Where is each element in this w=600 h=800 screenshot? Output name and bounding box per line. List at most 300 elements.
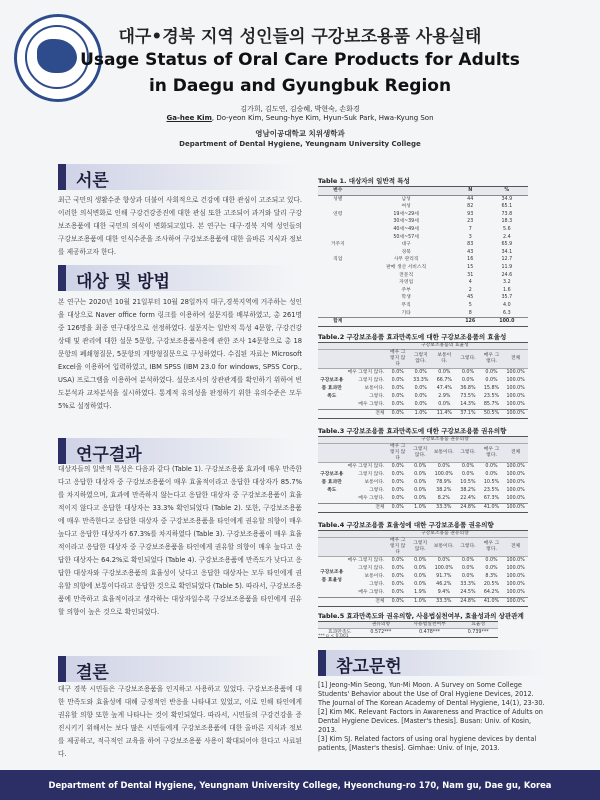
table-cell: 0.0%: [437, 558, 450, 563]
table-cell: 0.0%: [414, 582, 427, 587]
table-cell: 3.2: [503, 280, 511, 286]
table-row: [318, 234, 528, 242]
table-cell: 83: [467, 242, 474, 248]
table-header-cell: [318, 538, 345, 557]
table-cell: 100.0%: [506, 386, 525, 391]
table-cell: 100.0%: [506, 394, 525, 399]
table-cell: 1.9%: [414, 590, 427, 595]
table-header-cell: [503, 343, 528, 350]
table-cell: 34.9: [501, 196, 513, 202]
table-cell: 24.6: [501, 272, 513, 278]
table-cell: 그렇다.: [369, 394, 385, 399]
table-cell: 66.7%: [436, 378, 452, 383]
table-cell: 15: [467, 264, 474, 270]
table-cell: 100.0%: [506, 574, 525, 579]
table-group-header: 구강보조용품 권유의향: [387, 531, 504, 538]
table-cell: 0.0%: [391, 394, 404, 399]
table-cell: 20.5%: [483, 582, 500, 587]
table-row-group-label: 구강보조용품 효율성: [320, 570, 344, 583]
table-cell: 73.5%: [460, 394, 476, 399]
table-cell: 126: [465, 319, 476, 325]
table-header-cell: [318, 531, 345, 538]
table-cell: 0.0%: [414, 558, 427, 563]
table-cell: 연령: [333, 211, 343, 217]
table-header-cell: 효율성: [458, 622, 498, 629]
table-cell: 44: [467, 196, 474, 202]
table-cell: 91.7%: [436, 574, 452, 579]
table-cell: 31: [467, 272, 474, 278]
title-english-line1: Usage Status of Oral Care Products for Adults: [80, 50, 520, 70]
table-cell: [318, 598, 345, 607]
table-row: [318, 471, 528, 479]
table-cell: 0.0%: [461, 378, 475, 383]
table-header-cell: 매우 그렇다.: [480, 444, 504, 463]
table-cell: 100.0%: [506, 496, 525, 501]
table-cell: [357, 318, 454, 327]
table-cell: 1.0%: [414, 411, 427, 416]
table-row: [318, 211, 528, 219]
table-cell: 0.0%: [485, 464, 498, 469]
table-cell: 4: [468, 280, 472, 286]
table-header-cell: 그렇지 않다.: [409, 538, 431, 557]
table-cell: 10.5%: [460, 480, 476, 485]
table-row: [318, 203, 528, 211]
table-cell: 0.0%: [391, 480, 404, 485]
footer-address: Department of Dental Hygiene, Yeungnam University College, Hyeonchung-ro 170, Nam gu, Dae gu, Korea: [0, 770, 600, 800]
table-cell: 0.0%: [461, 464, 475, 469]
section-heading-references: [318, 650, 546, 676]
heading-bar: [318, 650, 326, 676]
table-header-cell: [345, 531, 386, 538]
table-cell: 5.6: [503, 226, 511, 232]
table-row: [318, 318, 528, 327]
table-cell: [318, 249, 357, 257]
section-heading-results: [58, 438, 298, 464]
table-cell: 0.0%: [391, 472, 404, 477]
table-header-cell: 매우 그렇다.: [480, 538, 504, 557]
table2-title: Table.2 구강보조용품 효과만족도에 대한 구강보조용품의 효율성: [318, 333, 507, 341]
table-cell: 8.2%: [437, 496, 450, 501]
table-cell: [318, 272, 357, 280]
table-cell: 10.5%: [483, 480, 500, 485]
table-cell: 0.0%: [461, 574, 475, 579]
table-header-row: [318, 350, 528, 369]
table-header-cell: [503, 531, 528, 538]
table-cell: 50세~57세: [393, 234, 419, 240]
table-header-cell: [345, 350, 386, 369]
table-cell: 2.9%: [438, 394, 451, 399]
table-header-cell: [345, 343, 386, 350]
table-cell: 0.0%: [414, 566, 427, 571]
table-cell: 0.0%: [391, 411, 404, 416]
table-header-cell: 매우 그렇지 않다: [387, 538, 409, 557]
heading-bar: [58, 656, 66, 682]
heading-label: 결론: [76, 663, 109, 683]
table-cell: 38.2%: [460, 488, 476, 493]
table-cell: 33.3%: [413, 378, 429, 383]
table-cell: 판매 생산 서비스직: [386, 264, 427, 270]
reference-item: [2] Kim MK. Relevant Factors in Awareness and Practice of Adults on Dental Hygiene Devices. [Master's thesis]. Busan: Univ. of Kosin, 2013.: [318, 708, 543, 734]
table-cell: 무직: [401, 302, 411, 308]
table-cell: 0.0%: [391, 464, 404, 469]
conclusion-text: 대구 경북 시민들은 구강보조용품을 인지하고 사용하고 있었다. 구강보조용품에 대한 만족도와 효율성에 대해 긍정적인 반응을 나타내고 있었고, 이로 인해 타인에게 권유할 의향 또한 높게 나타나는 것이 확인되었다. 따라서, 시민들의 구강건강을 증진시키기 위해서는 보다 많은 시민들에게 구강보조용품에 대한 올바른 지식과 정보를 제공하고, 적극적인 교육을 하여 구강보조용품 사용이 확대되어야 한다고 사료된다.: [58, 685, 302, 758]
table-cell: 7: [468, 226, 472, 232]
table-header-cell: 매우 그렇지 않다: [387, 444, 409, 463]
table-cell: 전체: [375, 411, 385, 416]
table-header-cell: 권유의향: [361, 622, 401, 629]
table-row-group-label: 구강보조용품 효과만족도: [320, 472, 344, 493]
table-cell: 37.1%: [460, 411, 476, 416]
table-cell: 효과만족도: [327, 630, 352, 635]
table-cell: 82: [467, 204, 474, 210]
table-cell: 0.0%: [391, 566, 404, 571]
table-cell: 0.0%: [391, 558, 404, 563]
table-group-header-row: [318, 531, 528, 538]
table-row: [318, 310, 528, 318]
table-cell: 0.0%: [485, 378, 498, 383]
table-cell: 그렇지 않다.: [358, 566, 385, 571]
table-cell: 0.0%: [461, 558, 475, 563]
table-cell: 0.0%: [485, 370, 498, 375]
table-cell: 100.0%: [506, 378, 525, 383]
table5-note: *** p < 0.001: [318, 634, 349, 639]
affiliation-korean: 영남이공대학교 치위생학과: [255, 129, 345, 138]
section-heading-methods: [58, 265, 298, 291]
table-cell: 100.0%: [506, 590, 525, 595]
table-row: [318, 589, 528, 598]
table-row: [318, 264, 528, 272]
table-cell: 8: [468, 310, 472, 316]
affiliation-english: Department of Dental Hygiene, Yeungnam University College: [179, 140, 421, 148]
table-cell: 0.0%: [414, 402, 427, 407]
table5-title: Table.5 효과만족도와 권유의향, 사용법실천여부, 효율성과의 상관관계: [318, 612, 524, 620]
co-authors: , Do-yeon Kim, Seung-hye Kim, Hyun-Suk Park, Hwa-Kyung Son: [211, 114, 434, 122]
table-cell: [318, 264, 357, 272]
table2: [318, 342, 528, 419]
table-header-cell: [318, 343, 345, 350]
table-cell: 0.0%: [391, 574, 404, 579]
table-cell: 100.0%: [506, 488, 525, 493]
table-header-cell: N: [455, 187, 486, 196]
table-cell: 100.0%: [506, 558, 525, 563]
table-cell: 100.0%: [506, 464, 525, 469]
table-cell: 100.0%: [506, 370, 525, 375]
heading-bar: [58, 265, 66, 291]
table-cell: [318, 218, 357, 226]
table-cell: 100.0%: [434, 472, 453, 477]
table-cell: 41.0%: [483, 599, 500, 604]
table4-title: Table.4 구강보조용품 효율성에 대한 구강보조용품 권유의향: [318, 521, 494, 529]
table-header-cell: 보통이다.: [431, 538, 456, 557]
table-header-cell: [345, 444, 386, 463]
heading-label: 대상 및 방법: [76, 272, 170, 292]
table-cell: 그렇다.: [369, 582, 385, 587]
table-row: [318, 410, 528, 419]
table-cell: 거주지: [330, 242, 345, 248]
table-header-cell: [318, 622, 361, 629]
table-header-cell: 그렇다.: [456, 444, 480, 463]
table-cell: 성별: [333, 196, 343, 202]
table-cell: 8.3%: [485, 574, 498, 579]
table-cell: 0.0%: [391, 402, 404, 407]
table-cell: 1.0%: [414, 599, 427, 604]
table-cell: 100.0: [499, 319, 515, 325]
table-cell: 보통이다.: [364, 480, 385, 485]
table-row: [318, 249, 528, 257]
table-cell: 그렇지 않다.: [358, 378, 385, 383]
table-cell: 85.7%: [483, 402, 500, 407]
table-cell: 0.572***: [370, 630, 392, 635]
heading-label: 참고문헌: [336, 657, 402, 677]
lead-author: Ga-hee Kim: [166, 114, 212, 122]
table-cell: 0.0%: [414, 370, 427, 375]
table-cell: 43: [467, 249, 474, 255]
table-cell: 23.5%: [483, 488, 500, 493]
table-row: [318, 369, 528, 378]
table-cell: [318, 287, 357, 295]
table-row: [318, 279, 528, 287]
heading-label: 서론: [76, 171, 109, 191]
table-cell: 34.1: [501, 249, 513, 255]
table-cell: 매우 그렇다.: [358, 590, 385, 595]
table-cell: 매우 그렇지 않다.: [347, 464, 385, 469]
table-header-row: [318, 187, 528, 196]
table-cell: 0.0%: [391, 496, 404, 501]
table-cell: 100.0%: [506, 411, 525, 416]
table-cell: 14.3%: [460, 402, 476, 407]
table-header-cell: %: [486, 187, 528, 196]
table-cell: 0.0%: [414, 386, 427, 391]
table-row: [318, 241, 528, 249]
table-cell: 6.3: [503, 310, 511, 316]
results-text: 대상자들의 일반적 특성은 다음과 같다 (Table 1). 구강보조용품 효과에 매우 만족한다고 응답한 대상자 중 구강보조용품이 매우 효율적이라고 응답한 대상자가 85.7%를 차지하였으며, 효과에 만족하지 않는다고 응답한 대상자 중 구강보조용품이 효율적이지 않다고 응답한 대상자는 33.3% 확인되었다 (Table 2). 또한, 구강보조용품에 매우 만족한다고 응답한 대상자 중 구강보조용품을 타인에게 권유할 의향이 매우 높다고 응답한 대상자가 67.3%를 차지하였다 (Table 3). 구강보조용품이 매우 효율적이라고 응답한 대상자 중 구강보조용품을 타인에게 권유할 의향이 매우 높다고 응답한 대상자는 64.2%로 확인되었다 (Table 4). 구강보조용품에 만족도가 낮다고 응답한 대상자와 구강보조용품의 효율성이 낮다고 응답한 대상자는 모두 타인에게 권유할 의향에 보통이다라고 응답한 것으로 확인되었다 (Table 5). 따라서, 구강보조용품에 만족하고 효율적이라고 생각하는 대상자일수록 구강보조용품을 타인에게 권유할 의향이 높은 것으로 확인되었다.: [58, 465, 302, 616]
table-cell: 0.0%: [391, 370, 404, 375]
table-cell: 전문직: [399, 272, 414, 278]
table-cell: 33.3%: [436, 505, 452, 510]
table-cell: 50.5%: [483, 411, 500, 416]
table-group-header: 구강보조용품의 효율성: [387, 343, 504, 350]
table-cell: 경북: [401, 249, 411, 255]
table-cell: 100.0%: [506, 599, 525, 604]
table-cell: 0.0%: [414, 472, 427, 477]
table-header-cell: 그렇지 않다.: [409, 444, 431, 463]
table-cell: 1.0%: [414, 505, 427, 510]
table-header-cell: 보통이다.: [431, 444, 456, 463]
table-header-cell: [318, 444, 345, 463]
table-header-cell: 사용법실천여부: [401, 622, 459, 629]
table-row: [318, 272, 528, 280]
section-heading-intro: [58, 164, 298, 190]
table-cell: 100.0%: [506, 402, 525, 407]
table-cell: 30세~39세: [393, 219, 419, 225]
table-cell: 합계: [333, 319, 343, 325]
table-cell: 3: [468, 234, 472, 240]
table-row: [318, 487, 528, 495]
table-cell: 73.8: [501, 211, 513, 217]
intro-text: 최근 국민의 생활수준 향상과 더불어 사회적으로 건강에 대한 관심이 고조되고 있다. 이러한 의식변화로 인해 구강건강증진에 대한 관심 또한 고조되어 과거와 달리 구강보조용품에 대한 국민의 의식이 변화되고있다. 본 연구는 대구·경북 지역 성인들의 구강보조용품에 대한 인식수준을 조사하여 구강보조용품에 대한 올바른 지식과 정보를 제공하고자 한다.: [58, 196, 302, 256]
table-cell: 0.0%: [461, 566, 475, 571]
table1-title: Table 1. 대상자의 일반적 특성: [318, 177, 410, 185]
table-cell: 16: [467, 257, 474, 263]
table-row-group-label: 구강보조용품 효과만족도: [320, 378, 344, 399]
table-cell: 100.0%: [434, 566, 453, 571]
table-header-cell: [318, 350, 345, 369]
table-cell: 100.0%: [506, 582, 525, 587]
table-cell: 0.0%: [414, 464, 427, 469]
table-row: [318, 504, 528, 513]
table-header-cell: 전체: [503, 538, 528, 557]
table-cell: 12.7: [501, 257, 513, 263]
table3-title: Table.3 구강보조용품 효과만족도에 대한 구강보조용품 권유의향: [318, 427, 507, 435]
table-row: [318, 385, 528, 393]
table-cell: 24.8%: [460, 599, 476, 604]
table-cell: [318, 410, 345, 419]
table-cell: 0.0%: [461, 472, 475, 477]
table-cell: 0.0%: [391, 488, 404, 493]
table-cell: 0.0%: [438, 370, 451, 375]
table-header-row: [318, 622, 498, 629]
table-cell: 45: [467, 295, 474, 301]
table-cell: 23: [467, 219, 474, 225]
table-cell: [318, 203, 357, 211]
table-cell: 매우 그렇다.: [358, 496, 385, 501]
table-cell: 5: [468, 302, 472, 308]
table-cell: [318, 302, 357, 310]
reference-item: [3] Kim SJ. Related factors of using oral hygiene devices by dental patients, [Master's thesis]. Gimhae: Univ. of Inje, 2013.: [318, 735, 537, 752]
table-row: [318, 195, 528, 203]
table-cell: 주부: [401, 287, 411, 293]
table-cell: [318, 234, 357, 242]
table-cell: 24.8%: [460, 505, 476, 510]
table-row: [318, 401, 528, 410]
table-cell: 0.0%: [437, 464, 450, 469]
table-header-cell: 그렇다.: [456, 350, 480, 369]
table-cell: [318, 226, 357, 234]
reference-item: [1] Jeong-Min Seong, Yun-Mi Moon. A Survey on Some College Students' Behavior about the Use of Oral Hygiene Devices, 2012. The Journal of The Korean Academy of Dental Hygiene, 14(1), 23-30.: [318, 681, 545, 707]
table-header-row: [318, 444, 528, 463]
table-cell: 0.0%: [391, 582, 404, 587]
table-cell: 100.0%: [506, 566, 525, 571]
table-cell: 0.0%: [485, 558, 498, 563]
table-cell: 35.7: [501, 295, 513, 301]
table-cell: 0.0%: [461, 370, 475, 375]
table-row: [318, 479, 528, 487]
table-cell: 11.9: [501, 264, 513, 270]
table-cell: 38.2%: [436, 488, 452, 493]
table-row: [318, 226, 528, 234]
table-row: [318, 557, 528, 566]
table-cell: 65.9: [501, 242, 513, 248]
table-cell: 22.4%: [460, 496, 476, 501]
table1: [318, 186, 528, 327]
title-korean: 대구•경북 지역 성인들의 구강보조용품 사용실태: [118, 27, 482, 47]
table-header-cell: 매우 그렇지 않다: [387, 350, 409, 369]
table-header-row: [318, 538, 528, 557]
table-cell: 전체: [375, 505, 385, 510]
table4: [318, 530, 528, 607]
table-cell: 그렇지 않다.: [358, 472, 385, 477]
table-row: [318, 218, 528, 226]
authors-korean: 김가희, 김도연, 김승혜, 박현숙, 손화경: [240, 105, 360, 113]
table-header-cell: 전체: [503, 350, 528, 369]
poster-header: [0, 0, 600, 150]
table-cell: 4.0: [503, 302, 511, 308]
table-header-cell: [345, 538, 386, 557]
table-cell: 15.8%: [483, 386, 500, 391]
table-header-cell: 그렇지 않다.: [409, 350, 433, 369]
table-cell: 0.0%: [391, 590, 404, 595]
table-header-cell: 변수: [318, 187, 357, 196]
table-cell: 매우 그렇지 않다.: [347, 558, 385, 563]
table-cell: [318, 310, 357, 318]
table-cell: 0.0%: [414, 488, 427, 493]
table-cell: 2.4: [503, 234, 511, 240]
table-header-cell: 매우 그렇다.: [480, 350, 504, 369]
table-cell: 0.0%: [391, 378, 404, 383]
table-cell: [318, 294, 357, 302]
table-group-header-row: [318, 343, 528, 350]
table-cell: 0.0%: [391, 505, 404, 510]
authors-english: [0, 114, 600, 122]
table-cell: 대구: [401, 242, 411, 248]
table-cell: 40세~49세: [393, 226, 419, 232]
table-cell: 1.6: [503, 287, 511, 293]
table-cell: [318, 279, 357, 287]
table-group-header: 구강보조용품 권유의향: [387, 437, 504, 444]
table-cell: 0.0%: [485, 566, 498, 571]
table-row: [318, 463, 528, 472]
table-cell: 전체: [375, 599, 385, 604]
table-cell: 그렇다.: [369, 488, 385, 493]
table-row: [318, 287, 528, 295]
table-cell: 93: [467, 211, 474, 217]
table-cell: 매우 그렇지 않다.: [347, 370, 385, 375]
table-cell: 67.3%: [483, 496, 500, 501]
table-row: [318, 256, 528, 264]
heading-label: 연구결과: [76, 445, 142, 465]
table-row: [318, 581, 528, 589]
table-cell: 자영업: [399, 280, 414, 286]
table-header-cell: 전체: [503, 444, 528, 463]
table-cell: 남성: [401, 196, 411, 202]
table-cell: 46.2%: [436, 582, 452, 587]
table-cell: 0.478***: [419, 630, 440, 635]
table-cell: 0.0%: [391, 386, 404, 391]
heading-bar: [58, 438, 66, 464]
table-cell: 0.739***: [467, 630, 489, 635]
table-cell: 24.5%: [460, 590, 476, 595]
table-row: [318, 598, 528, 607]
table-row: [318, 573, 528, 581]
heading-bar: [58, 164, 66, 190]
table-cell: 매우 그렇다.: [358, 402, 385, 407]
table-row: [318, 294, 528, 302]
table-header-cell: 그렇다.: [456, 538, 480, 557]
table-cell: 0.0%: [414, 574, 427, 579]
table-cell: 보통이다.: [364, 386, 385, 391]
table-header-cell: [345, 437, 386, 444]
table-cell: 19세~29세: [393, 211, 419, 217]
methods-text: 본 연구는 2020년 10월 21일부터 10월 28일까지 대구,경북지역에 거주하는 성인을 대상으로 Naver office form 링크를 이용하여 설문지를 배부하였고, 총 261명 중 126명을 최종 연구대상으로 선정하였다. 설문지는 일반적 특성 4문항, 구강건강상태 및 관리에 대한 설문 5문항, 구강보조용품사용에 관한 조사 14문항으로 총 18문항의 폐쇄형질문, 5문항의 개방형질문으로 구성하였다. 수집된 자료는 Microsoft Excel을 이용하여 입력하였고, IBM SPSS (IBM 23.0 for windows, SPSS Corp., USA) 프로그램을 이용하여 분석하였다. 설문조사의 상관관계를 확인하기 위하여 빈도분석과 교차분석을 실시하였다. 통계적 유의성을 판정하기 위한 유의수준은 모두 5%로 설정하였다.: [58, 298, 302, 410]
table3: [318, 436, 528, 513]
table-cell: 33.3%: [460, 582, 476, 587]
table-cell: 100.0%: [506, 480, 525, 485]
table-row: [318, 393, 528, 401]
table-cell: 36.8%: [460, 386, 476, 391]
table-cell: 기타: [401, 310, 411, 316]
table-cell: 11.4%: [436, 411, 452, 416]
table-cell: 9.4%: [437, 590, 450, 595]
